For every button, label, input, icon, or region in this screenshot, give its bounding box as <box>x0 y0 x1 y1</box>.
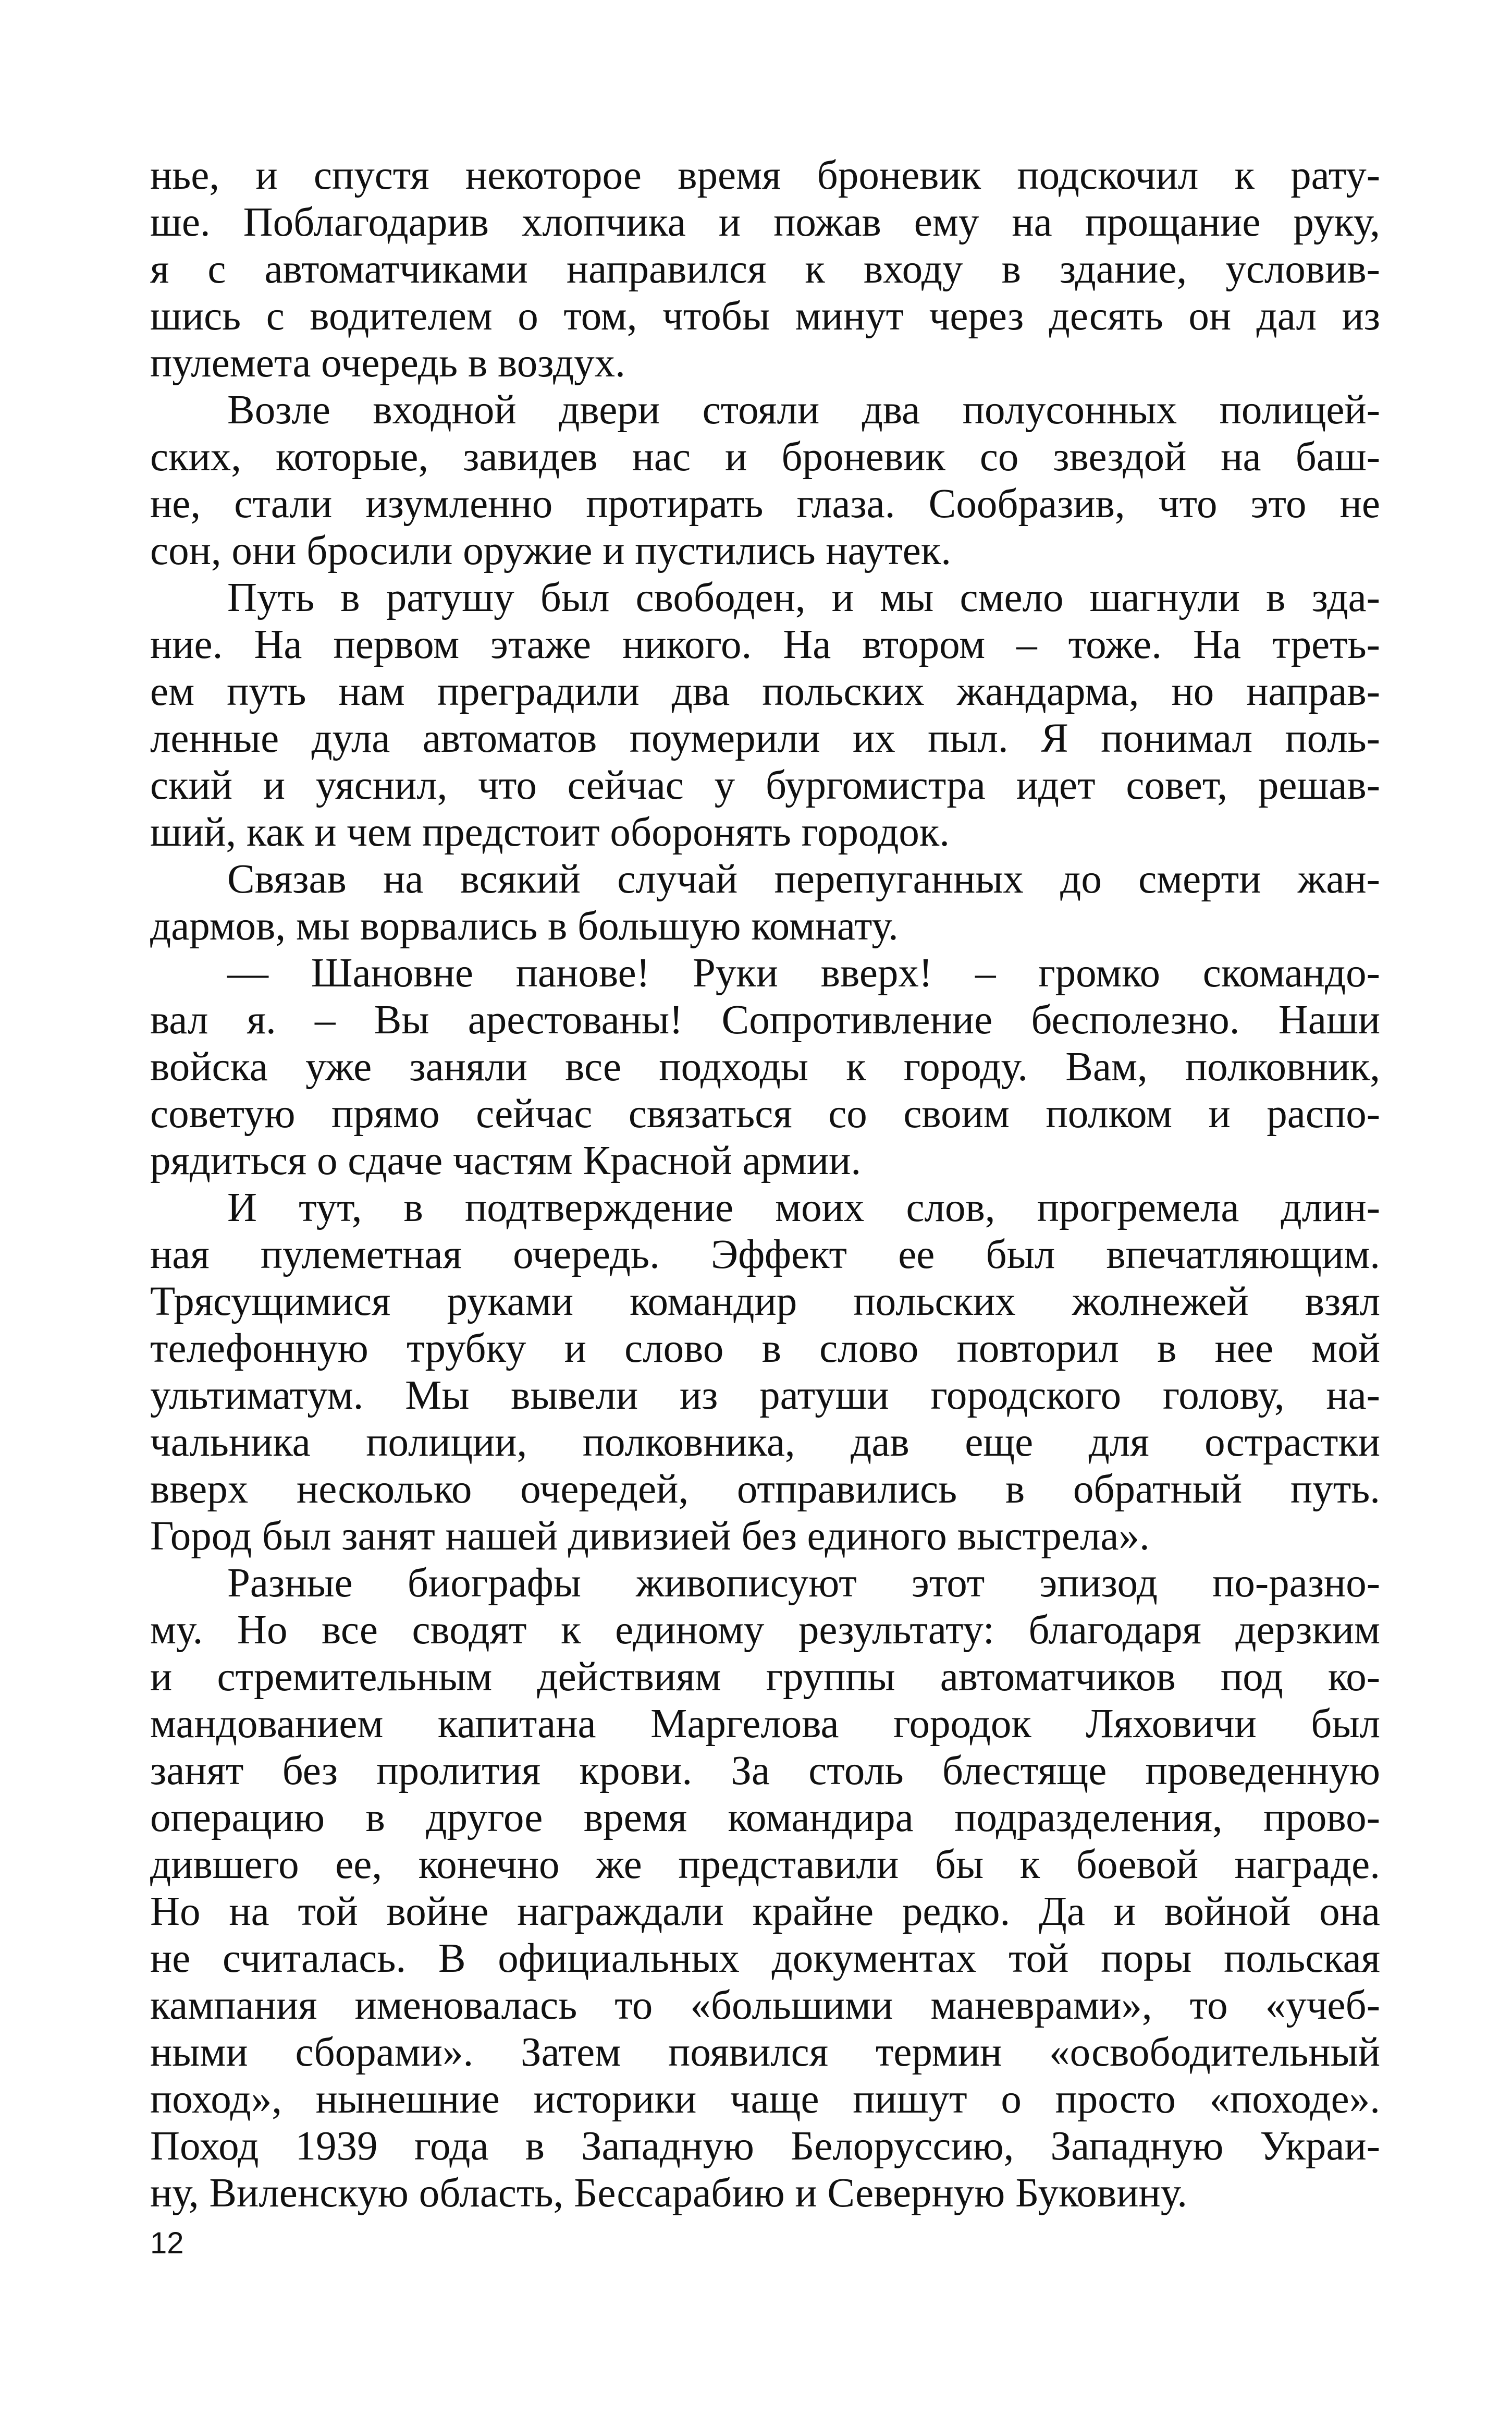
text-line: ленные дула автоматов поумерили их пыл. Я понимал поль- <box>150 716 1380 761</box>
text-line: вал я. – Вы арестованы! Сопротивление бесполезно. Наши <box>150 997 1380 1043</box>
text-line: Возле входной двери стояли два полусонных полицей- <box>227 387 1380 433</box>
body-text <box>150 152 1380 2217</box>
text-line: мандованием капитана Маргелова городок Ляховичи был <box>150 1701 1380 1747</box>
text-line: — Шановне панове! Руки вверх! – громко скомандо- <box>227 950 1380 996</box>
text-line: Связав на всякий случай перепуганных до смерти жан- <box>227 857 1380 902</box>
text-line: рядиться о сдаче частям Красной армии. <box>150 1138 862 1184</box>
text-line: операцию в другое время командира подразделения, прово- <box>150 1795 1380 1840</box>
text-line: советую прямо сейчас связаться со своим полком и распо- <box>150 1091 1380 1137</box>
paragraph <box>150 387 1380 575</box>
text-line: ние. На первом этаже никого. На втором – тоже. На треть- <box>150 622 1380 667</box>
text-line: дармов, мы ворвались в большую комнату. <box>150 904 899 949</box>
text-line: вверх несколько очередей, отправились в обратный путь. <box>150 1467 1380 1512</box>
text-line: Разные биографы живописуют этот эпизод по-разно- <box>227 1560 1380 1606</box>
text-line: ский и уяснил, что сейчас у бургомистра идет совет, решав- <box>150 763 1380 808</box>
text-line: не считалась. В официальных документах той поры польская <box>150 1936 1380 1981</box>
text-line: шись с водителем о том, чтобы минут через десять он дал из <box>150 294 1380 339</box>
text-line: ший, как и чем предстоит оборонять городок. <box>150 810 950 855</box>
paragraph <box>150 950 1380 1185</box>
text-line: телефонную трубку и слово в слово повторил в нее мой <box>150 1326 1380 1371</box>
text-line: ну, Виленскую область, Бессарабию и Северную Буковину. <box>150 2170 1188 2216</box>
paragraph <box>150 856 1380 950</box>
page-number: 12 <box>150 2226 184 2260</box>
text-line: Город был занят нашей дивизией без единого выстрела». <box>150 1514 1150 1559</box>
text-line: Но на той войне награждали крайне редко. Да и войной она <box>150 1889 1380 1934</box>
text-line: ная пулеметная очередь. Эффект ее был впечатляющим. <box>150 1232 1380 1277</box>
text-line: чальника полиции, полковника, дав еще для острастки <box>150 1420 1380 1465</box>
text-line: сон, они бросили оружие и пустились наутек. <box>150 528 951 574</box>
text-line: Трясущимися руками командир польских жолнежей взял <box>150 1279 1380 1324</box>
paragraph <box>150 152 1380 387</box>
paragraph <box>150 575 1380 856</box>
text-line: му. Но все сводят к единому результату: благодаря дерзким <box>150 1607 1380 1653</box>
text-line: и стремительным действиям группы автоматчиков под ко- <box>150 1654 1380 1700</box>
text-line: ских, которые, завидев нас и броневик со звездой на баш- <box>150 434 1380 480</box>
text-line: Поход 1939 года в Западную Белоруссию, Западную Украи- <box>150 2124 1380 2169</box>
text-line: не, стали изумленно протирать глаза. Сообразив, что это не <box>150 481 1380 527</box>
text-line: ем путь нам преградили два польских жандарма, но направ- <box>150 669 1380 714</box>
text-line: поход», нынешние историки чаще пишут о просто «походе». <box>150 2077 1380 2122</box>
paragraph <box>150 1185 1380 1560</box>
text-line: занят без пролития крови. За столь блестяще проведенную <box>150 1748 1380 1793</box>
text-line: Путь в ратушу был свободен, и мы смело шагнули в зда- <box>227 575 1380 620</box>
text-line: нье, и спустя некоторое время броневик подскочил к рату- <box>150 153 1380 198</box>
text-line: пулемета очередь в воздух. <box>150 340 625 386</box>
text-line: ными сборами». Затем появился термин «освободительный <box>150 2030 1380 2075</box>
text-line: ше. Поблагодарив хлопчика и пожав ему на прощание руку, <box>150 200 1380 245</box>
text-line: я с автоматчиками направился к входу в здание, условив- <box>150 247 1380 292</box>
text-line: И тут, в подтверждение моих слов, прогремела длин- <box>227 1185 1380 1230</box>
text-line: дившего ее, конечно же представили бы к боевой награде. <box>150 1842 1380 1887</box>
text-line: кампания именовалась то «большими маневрами», то «учеб- <box>150 1983 1380 2028</box>
text-line: ультиматум. Мы вывели из ратуши городского голову, на- <box>150 1373 1380 1418</box>
text-line: войска уже заняли все подходы к городу. Вам, полковник, <box>150 1044 1380 1090</box>
paragraph <box>150 1560 1380 2217</box>
